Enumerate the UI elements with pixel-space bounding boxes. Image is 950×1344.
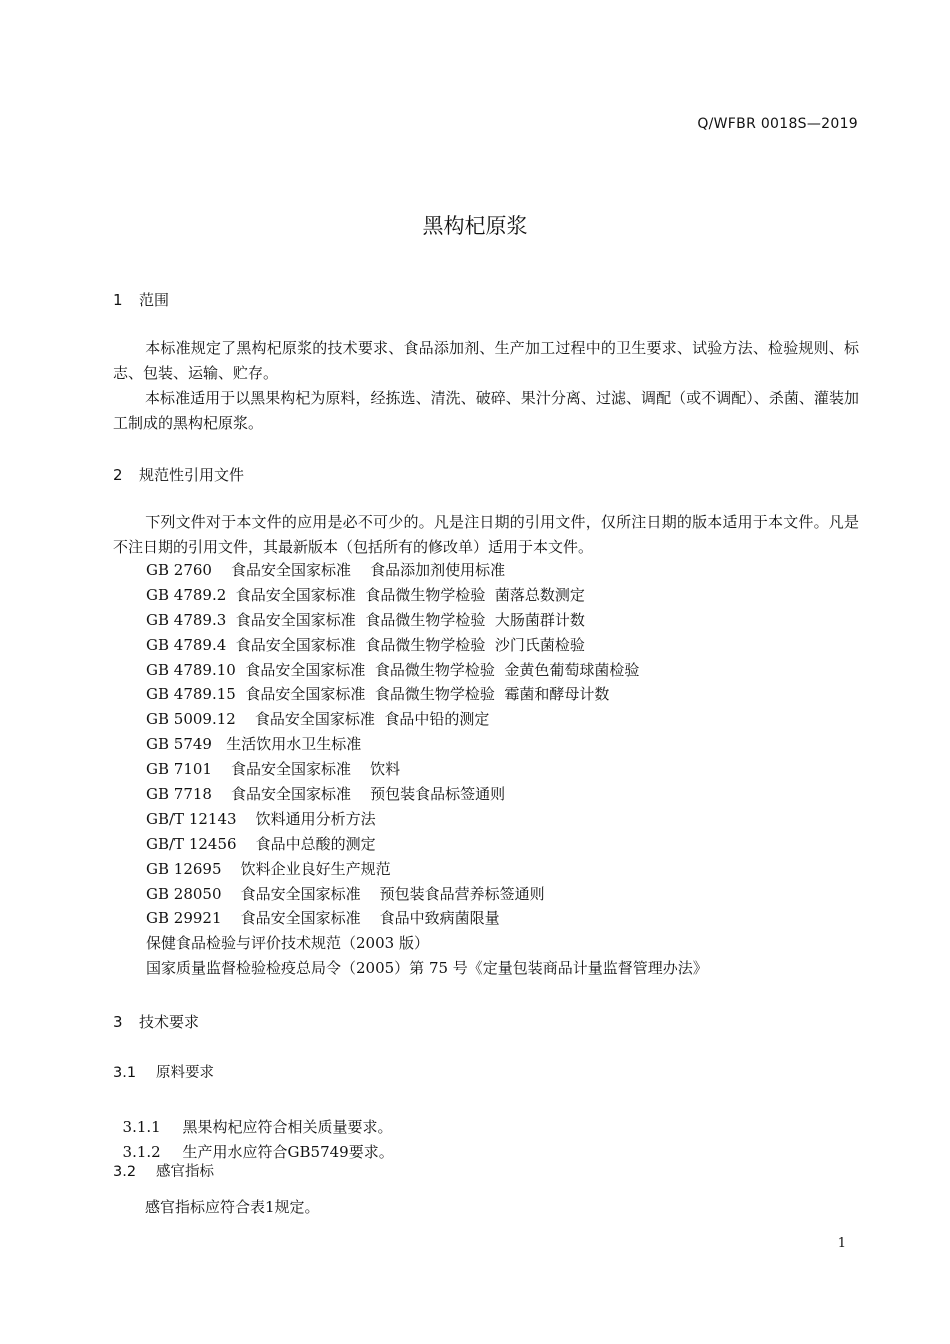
section-3-1-heading — [113, 1061, 214, 1082]
reference-item: GB 4789.4 食品安全国家标准 食品微生物学检验 沙门氏菌检验 — [146, 635, 585, 654]
section-number: 3.1 — [113, 1065, 137, 1081]
normative-intro-text: 下列文件对于本文件的应用是必不可少的。凡是注日期的引用文件，仅所注日期的版本适用于本文件。凡是不注日期的引用文件，其最新版本（包括所有的修改单）适用于本文件。 — [113, 513, 859, 556]
section-title: 范围 — [139, 291, 170, 309]
section-1-heading — [113, 289, 169, 310]
section-3-2-heading — [113, 1160, 214, 1181]
reference-item: GB 12695 饮料企业良好生产规范 — [146, 859, 391, 878]
standard-code: Q/WFBR 0018S—2019 — [697, 116, 858, 132]
section-number: 3 — [113, 1013, 123, 1031]
reference-list — [146, 558, 708, 981]
section-title: 感官指标 — [156, 1164, 214, 1180]
reference-item: GB 4789.2 食品安全国家标准 食品微生物学检验 菌落总数测定 — [146, 585, 585, 604]
document-title: 黑构杞原浆 — [422, 214, 528, 238]
section-number: 2 — [113, 466, 123, 484]
reference-item: GB 2760 食品安全国家标准 食品添加剂使用标准 — [146, 561, 506, 579]
section-title: 规范性引用文件 — [139, 466, 245, 484]
page-number: 1 — [837, 1236, 846, 1251]
scope-paragraph-1 — [113, 336, 859, 386]
reference-item: GB 28050 食品安全国家标准 预包装食品营养标签通则 — [146, 884, 545, 903]
reference-item: GB 29921 食品安全国家标准 食品中致病菌限量 — [146, 909, 500, 928]
reference-item: GB/T 12143 饮料通用分析方法 — [146, 809, 376, 828]
clause-3-1-2 — [113, 1123, 394, 1162]
scope-paragraph-2 — [113, 386, 859, 436]
clause-number: 3.1.2 — [122, 1143, 161, 1161]
reference-item: GB 7718 食品安全国家标准 预包装食品标签通则 — [146, 785, 506, 804]
section-number: 3.2 — [113, 1164, 137, 1180]
reference-item: GB 5749 生活饮用水卫生标准 — [146, 735, 362, 754]
reference-item: 保健食品检验与评价技术规范（2003 版） — [146, 934, 429, 953]
sensory-paragraph — [113, 1195, 859, 1220]
sensory-text: 感官指标应符合表1规定。 — [145, 1198, 320, 1216]
clause-text: 生产用水应符合GB5749要求。 — [182, 1143, 394, 1161]
section-2-heading — [113, 464, 244, 485]
reference-item: GB/T 12456 食品中总酸的测定 — [146, 834, 376, 853]
section-number: 1 — [113, 291, 123, 309]
normative-intro — [113, 510, 859, 560]
section-title: 技术要求 — [139, 1013, 200, 1031]
reference-item: GB 5009.12 食品安全国家标准 食品中铅的测定 — [146, 710, 490, 729]
clause-text: 黑果构杞应符合相关质量要求。 — [182, 1118, 393, 1136]
scope-text-1: 本标准规定了黑构杞原浆的技术要求、食品添加剂、生产加工过程中的卫生要求、试验方法、检验规则、标志、包装、运输、贮存。 — [113, 339, 859, 382]
reference-item: GB 4789.15 食品安全国家标准 食品微生物学检验 霉菌和酵母计数 — [146, 685, 610, 704]
reference-item: 国家质量监督检验检疫总局令（2005）第 75 号《定量包装商品计量监督管理办法》 — [146, 959, 708, 978]
reference-item: GB 4789.10 食品安全国家标准 食品微生物学检验 金黄色葡萄球菌检验 — [146, 660, 640, 679]
section-3-heading — [113, 1011, 199, 1032]
clause-number: 3.1.1 — [122, 1118, 161, 1136]
section-title: 原料要求 — [156, 1065, 214, 1081]
reference-item: GB 7101 食品安全国家标准 饮料 — [146, 760, 401, 779]
scope-text-2: 本标准适用于以黑果构杞为原料，经拣选、清洗、破碎、果汁分离、过滤、调配（或不调配）、杀菌、灌装加工制成的黑构杞原浆。 — [113, 389, 859, 432]
reference-item: GB 4789.3 食品安全国家标准 食品微生物学检验 大肠菌群计数 — [146, 610, 585, 629]
